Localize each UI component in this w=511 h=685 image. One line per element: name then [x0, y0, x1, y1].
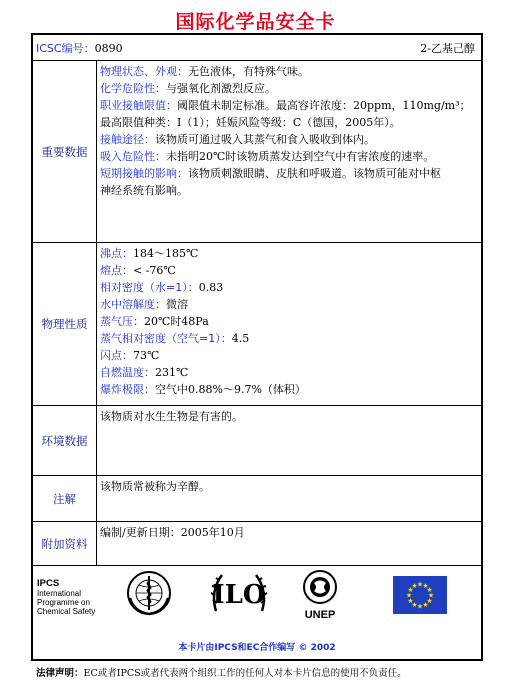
data-line — [100, 80, 477, 97]
section-content: 编制/更新日期：2005年10月 — [100, 526, 245, 539]
ipcs-abbr: IPCS — [37, 578, 60, 589]
data-value: 73℃ — [133, 349, 160, 362]
data-line — [100, 381, 477, 398]
data-value: 184～185℃ — [133, 247, 199, 260]
data-line — [100, 330, 477, 347]
data-line — [100, 165, 477, 182]
section-content — [97, 61, 481, 242]
data-key: 物理状态、外观： — [100, 65, 188, 78]
eu-star-icon: ★ — [411, 582, 418, 590]
svg-text:ILO: ILO — [212, 580, 266, 610]
data-line — [100, 296, 477, 313]
data-value: 20℃时48Pa — [144, 315, 209, 328]
unep-logo-icon — [294, 568, 346, 620]
data-value: 4.5 — [231, 332, 250, 345]
data-key: 蒸气相对密度（空气=1）： — [100, 332, 232, 345]
data-value: 最高限值种类：I（1）；妊娠风险等级：C（德国，2005年）。 — [100, 116, 401, 129]
data-value: 该物质刺激眼睛、皮肤和呼吸道。该物质可能对中枢 — [188, 167, 441, 180]
data-value: 阈限值未制定标准。最高容许浓度：20ppm，110mg/m³； — [177, 99, 471, 112]
eu-star-icon: ★ — [405, 591, 413, 600]
data-value: 神经系统有影响。 — [100, 184, 188, 197]
section-physical — [33, 243, 481, 406]
data-value: 无色液体，有特殊气味。 — [188, 65, 309, 78]
section-label: 环境数据 — [33, 406, 97, 475]
data-line — [100, 313, 477, 330]
data-key: 蒸气压： — [100, 315, 144, 328]
eu-star-icon: ★ — [426, 586, 433, 594]
data-key: 闪点： — [100, 349, 133, 362]
section-label: 注解 — [33, 476, 97, 521]
data-line — [100, 63, 477, 80]
who-emblem-icon — [126, 570, 172, 616]
data-line — [100, 97, 477, 114]
data-line — [100, 148, 477, 165]
section-notes — [33, 476, 481, 522]
header-row — [33, 35, 481, 61]
data-key: 熔点： — [100, 264, 133, 277]
section-environment — [33, 406, 481, 476]
data-key: 沸点： — [100, 247, 133, 260]
data-value: 该物质可通过吸入其蒸气和食入吸收到体内。 — [155, 133, 375, 146]
ilo-logo-icon — [210, 569, 268, 617]
legal-key: 法律声明： — [36, 668, 84, 679]
data-key: 短期接触的影响： — [100, 167, 188, 180]
eu-flag-icon — [393, 576, 447, 614]
data-key: 自燃温度： — [100, 366, 155, 379]
unep-label: UNEP — [304, 609, 336, 620]
data-value: 231℃ — [155, 366, 189, 379]
section-content: 该物质常被称为辛醇。 — [100, 480, 210, 493]
safety-card — [31, 33, 483, 679]
data-line — [100, 279, 477, 296]
section-content — [97, 243, 481, 405]
footer-caption: 本卡片由IPCS和EC合作编写 © 2002 — [178, 643, 336, 653]
eu-star-icon: ★ — [407, 586, 414, 594]
data-value: < -76℃ — [133, 264, 176, 277]
data-key: 相对密度（水=1）： — [100, 281, 199, 294]
legal-notice — [33, 660, 481, 684]
ipcs-full-line: Programme on — [37, 598, 90, 607]
footer-logos — [33, 566, 481, 660]
data-line — [100, 245, 477, 262]
section-important — [33, 61, 481, 243]
icsc-number — [36, 40, 123, 56]
ipcs-full-line: Chemical Safety — [37, 607, 96, 616]
data-line — [100, 182, 477, 199]
data-key: 化学危险性： — [100, 82, 166, 95]
ipcs-full-line: International — [37, 589, 82, 598]
data-value: 微溶 — [166, 298, 188, 311]
data-key: 水中溶解度： — [100, 298, 166, 311]
eu-star-icon: ★ — [416, 580, 424, 589]
chemical-name: 2-乙基己醇 — [420, 41, 475, 55]
icsc-value: 0890 — [94, 41, 123, 55]
eu-star-icon: ★ — [407, 597, 414, 605]
legal-text: EC或者IPCS或者代表两个组织工作的任何人对本卡片信息的使用不负责任。 — [83, 668, 407, 679]
data-value: 未指明20℃时该物质蒸发达到空气中有害浓度的速率。 — [166, 150, 435, 163]
section-additional — [33, 522, 481, 566]
ipcs-logo-text — [37, 578, 95, 616]
section-content: 该物质对水生生物是有害的。 — [100, 410, 243, 423]
eu-star-icon: ★ — [422, 582, 429, 590]
section-label: 附加资料 — [33, 522, 97, 565]
section-label: 重要数据 — [33, 61, 97, 242]
data-line — [100, 114, 477, 131]
data-line — [100, 364, 477, 381]
data-value: 与强氧化剂激烈反应。 — [166, 82, 276, 95]
data-key: 职业接触限值： — [100, 99, 177, 112]
eu-star-icon: ★ — [427, 591, 435, 600]
data-key: 接触途径： — [100, 133, 155, 146]
data-line — [100, 347, 477, 364]
eu-star-icon: ★ — [416, 602, 424, 611]
data-line — [100, 262, 477, 279]
data-key: 爆炸极限： — [100, 383, 155, 396]
eu-star-icon: ★ — [426, 597, 433, 605]
data-value: 空气中0.88%～9.7%（体积） — [155, 383, 306, 396]
eu-star-icon: ★ — [411, 601, 418, 609]
icsc-label: ICSC编号： — [36, 41, 95, 55]
data-value: 0.83 — [198, 281, 224, 294]
data-line — [100, 131, 477, 148]
card-title: 国际化学品安全卡 — [175, 11, 336, 33]
eu-star-icon: ★ — [422, 601, 429, 609]
section-label: 物理性质 — [33, 243, 97, 405]
data-key: 吸入危险性： — [100, 150, 166, 163]
